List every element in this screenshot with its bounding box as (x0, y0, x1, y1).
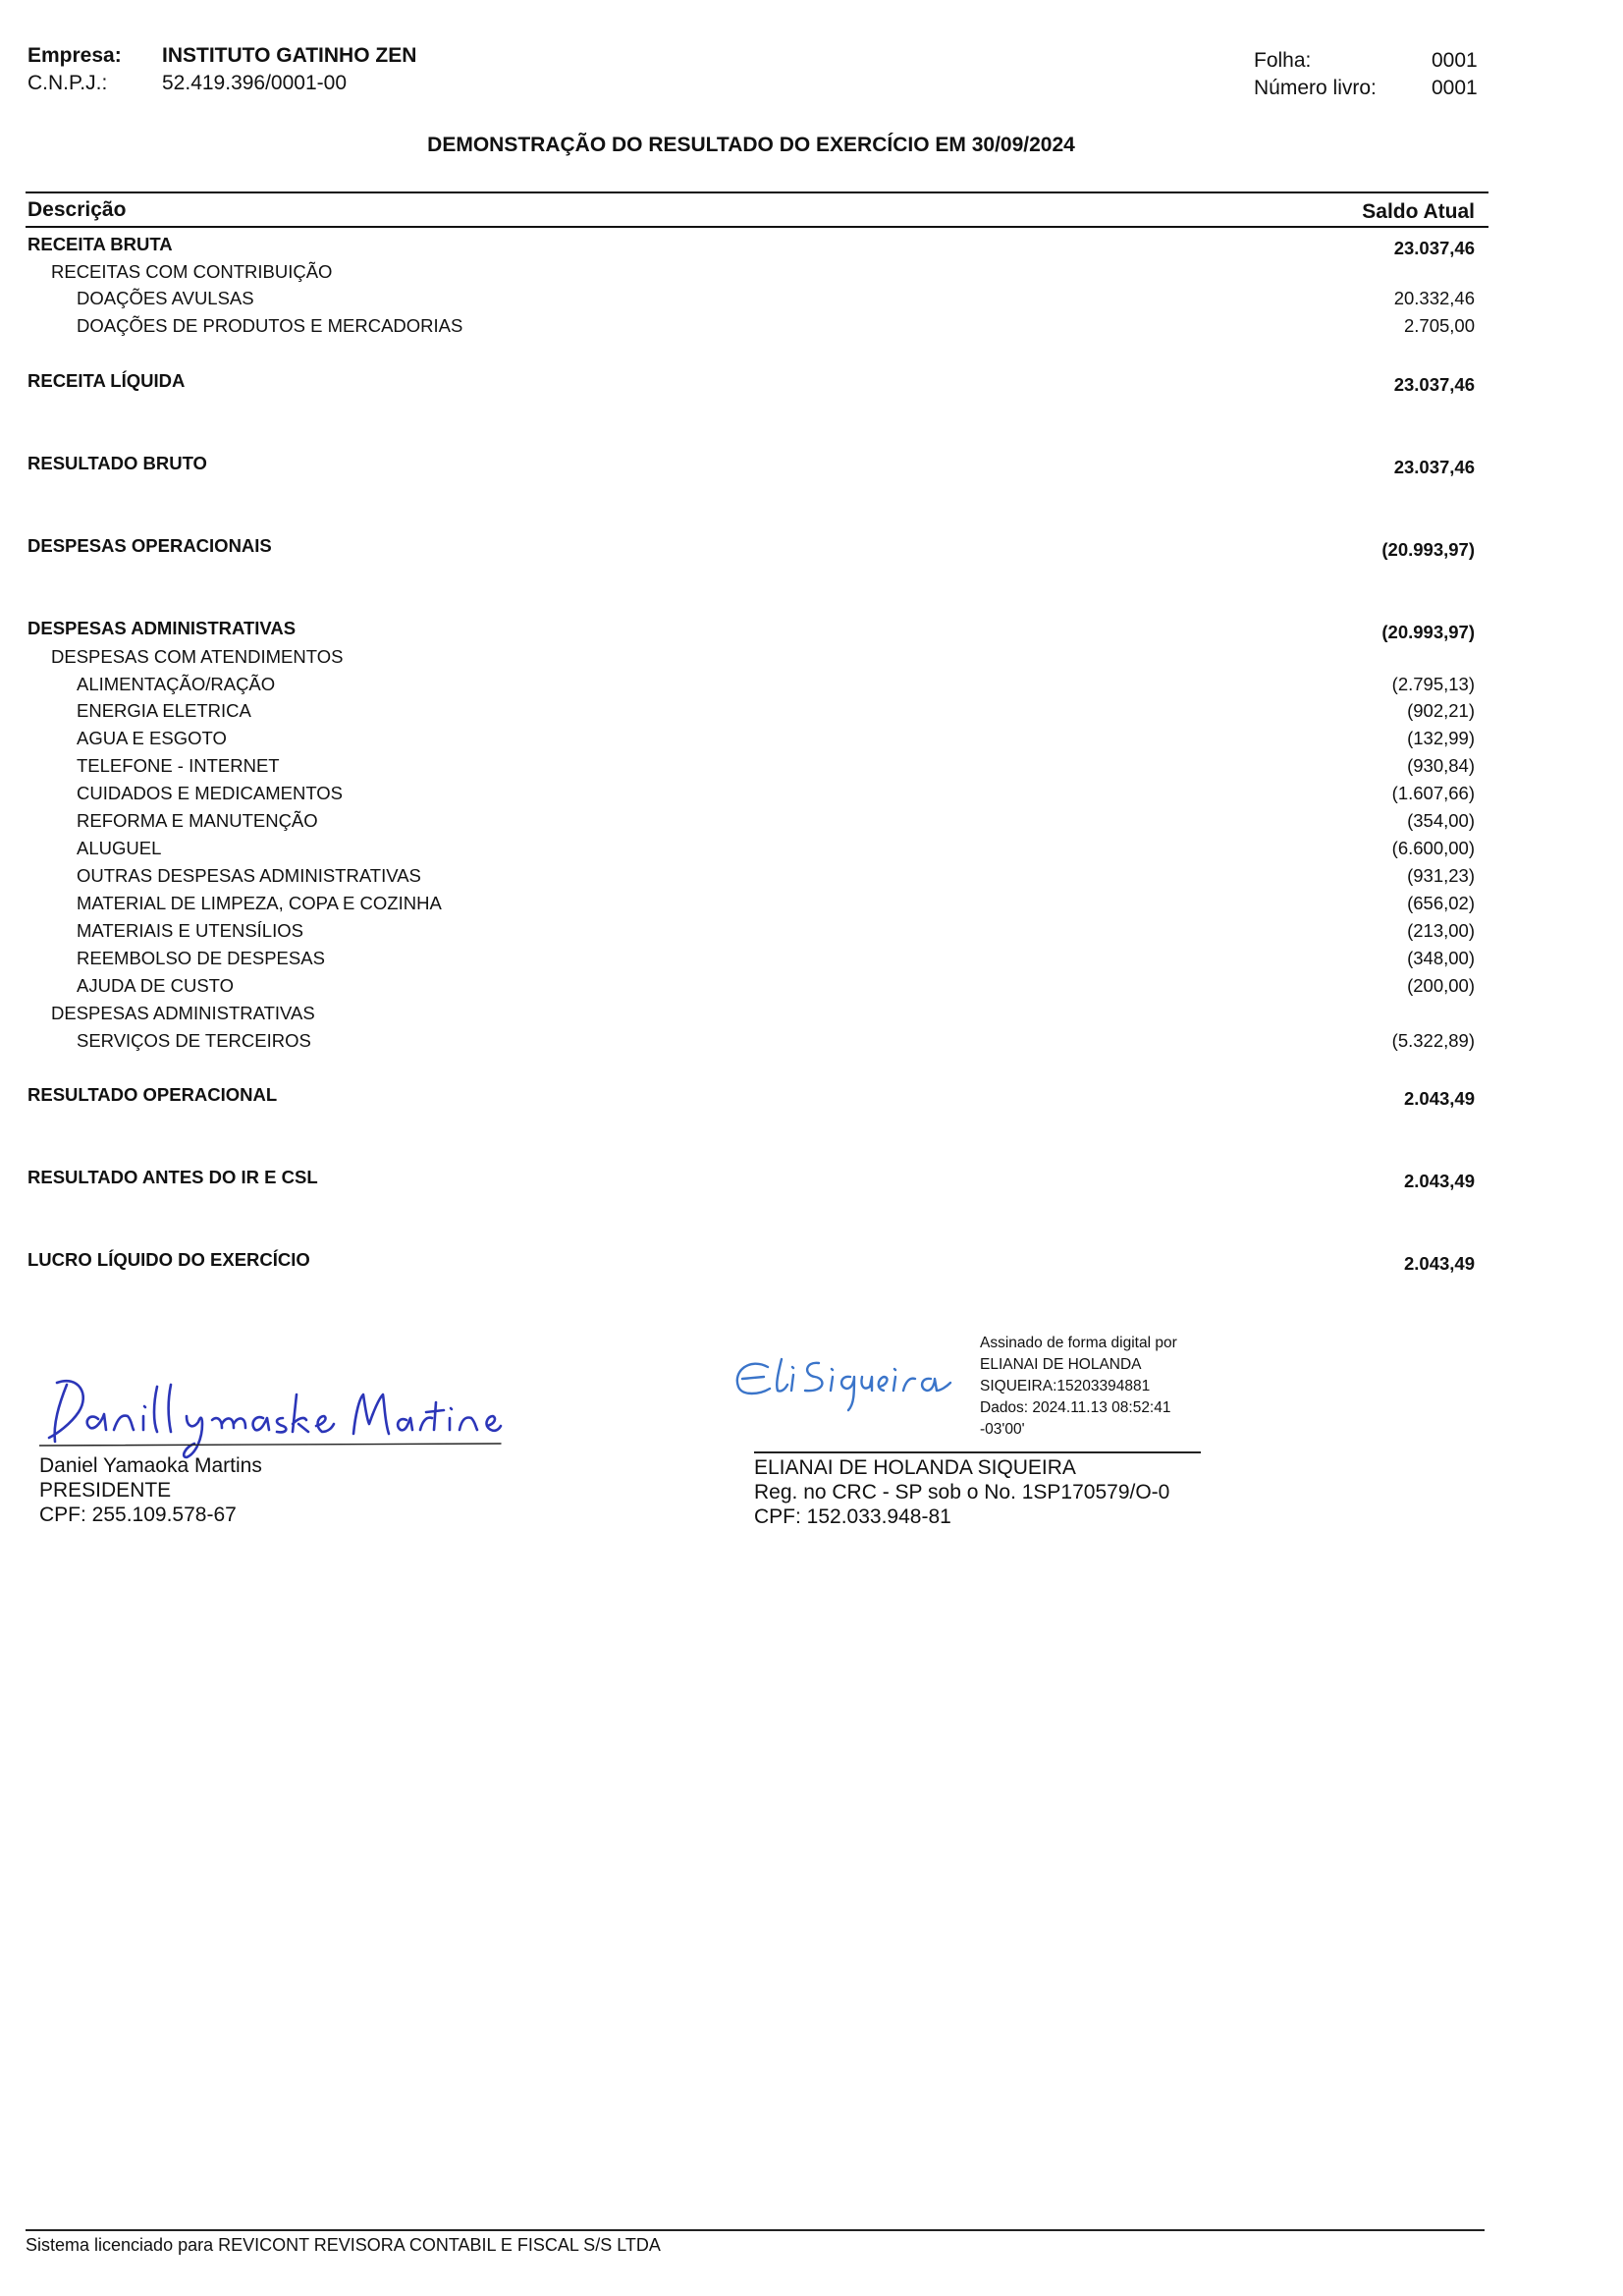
table-row-total (26, 370, 1475, 394)
table-row-total (26, 535, 1475, 559)
row-balance: (348,00) (1407, 948, 1475, 968)
row-description: LUCRO LÍQUIDO DO EXERCÍCIO (27, 1249, 310, 1270)
row-description: DOAÇÕES DE PRODUTOS E MERCADORIAS (77, 315, 463, 336)
row-balance: 20.332,46 (1393, 288, 1475, 308)
row-description: MATERIAIS E UTENSÍLIOS (77, 920, 303, 941)
row-description: AJUDA DE CUSTO (77, 975, 235, 996)
row-description: RESULTADO ANTES DO IR E CSL (27, 1167, 318, 1187)
signer-right-registration: Reg. no CRC - SP sob o No. 1SP170579/O-0 (754, 1481, 1170, 1503)
table-row (26, 315, 1475, 339)
signature-elianai (727, 1345, 972, 1424)
row-description: RESULTADO OPERACIONAL (27, 1084, 278, 1105)
row-description: REEMBOLSO DE DESPESAS (77, 948, 325, 968)
row-balance: 2.043,49 (1403, 1088, 1475, 1109)
signer-left-cpf: CPF: 255.109.578-67 (39, 1503, 237, 1526)
table-row-total (26, 1084, 1475, 1108)
row-balance: (132,99) (1407, 728, 1475, 748)
signer-right-name: ELIANAI DE HOLANDA SIQUEIRA (754, 1456, 1076, 1479)
row-description: DESPESAS ADMINISTRATIVAS (51, 1003, 315, 1023)
row-description: RESULTADO BRUTO (27, 453, 207, 473)
signer-left-name: Daniel Yamaoka Martins (39, 1454, 262, 1477)
table-row (26, 893, 1475, 916)
table-row-total (26, 453, 1475, 476)
row-balance: (20.993,97) (1381, 622, 1475, 642)
table-row (26, 810, 1475, 834)
row-description: TELEFONE - INTERNET (77, 755, 280, 776)
row-description: RECEITA LÍQUIDA (27, 370, 186, 391)
company-name: INSTITUTO GATINHO ZEN (162, 44, 417, 67)
row-description: MATERIAL DE LIMPEZA, COPA E COZINHA (77, 893, 442, 913)
row-description: RECEITAS COM CONTRIBUIÇÃO (51, 261, 333, 282)
signer-left-role: PRESIDENTE (39, 1479, 172, 1502)
table-row-group (26, 261, 1475, 285)
table-top-rule (26, 191, 1488, 193)
table-row (26, 838, 1475, 861)
signature-daniel (39, 1365, 511, 1463)
row-description: DESPESAS COM ATENDIMENTOS (51, 646, 344, 667)
table-row (26, 728, 1475, 751)
company-label: Empresa: (27, 44, 122, 67)
row-description: ALIMENTAÇÃO/RAÇÃO (77, 674, 276, 694)
cnpj-label: C.N.P.J.: (27, 72, 108, 94)
row-description: RECEITA BRUTA (27, 234, 173, 254)
row-balance: (656,02) (1407, 893, 1475, 913)
row-description: CUIDADOS E MEDICAMENTOS (77, 783, 344, 803)
table-header-rule (26, 226, 1488, 228)
table-row-group (26, 646, 1475, 670)
row-balance: (5.322,89) (1391, 1030, 1475, 1051)
row-description: DOAÇÕES AVULSAS (77, 288, 254, 308)
col-header-description: Descrição (27, 198, 127, 221)
sheet-number: 0001 (1432, 49, 1478, 72)
row-description: ENERGIA ELETRICA (77, 700, 251, 721)
digital-signature-line-5: -03'00' (980, 1421, 1025, 1438)
book-label: Número livro: (1254, 77, 1377, 99)
row-balance: 2.705,00 (1403, 315, 1475, 336)
row-balance: 23.037,46 (1393, 374, 1475, 395)
table-row (26, 948, 1475, 971)
table-row-total (26, 1249, 1475, 1273)
table-row (26, 783, 1475, 806)
table-row (26, 975, 1475, 999)
signer-right-cpf: CPF: 152.033.948-81 (754, 1505, 951, 1528)
row-balance: (20.993,97) (1381, 539, 1475, 560)
row-balance: 23.037,46 (1393, 238, 1475, 258)
table-row (26, 700, 1475, 724)
table-row (26, 920, 1475, 944)
table-row-total (26, 234, 1475, 257)
cnpj-value: 52.419.396/0001-00 (162, 72, 348, 94)
digital-signature-line-3: SIQUEIRA:15203394881 (980, 1378, 1151, 1394)
row-description: DESPESAS OPERACIONAIS (27, 535, 272, 556)
row-balance: 2.043,49 (1403, 1253, 1475, 1274)
row-balance: (213,00) (1407, 920, 1475, 941)
row-balance: (2.795,13) (1391, 674, 1475, 694)
row-balance: (930,84) (1407, 755, 1475, 776)
row-balance: 23.037,46 (1393, 457, 1475, 477)
document-title: DEMONSTRAÇÃO DO RESULTADO DO EXERCÍCIO EM 30/09/2024 (427, 134, 1075, 156)
row-description: DESPESAS ADMINISTRATIVAS (27, 618, 297, 638)
footer-rule (26, 2229, 1485, 2231)
row-description: OUTRAS DESPESAS ADMINISTRATIVAS (77, 865, 421, 886)
table-row-total (26, 1167, 1475, 1190)
signature-right-line (754, 1451, 1201, 1453)
table-row-total (26, 618, 1475, 641)
table-row (26, 865, 1475, 889)
row-balance: (6.600,00) (1391, 838, 1475, 858)
digital-signature-line-2: ELIANAI DE HOLANDA (980, 1356, 1142, 1373)
digital-signature-line-4: Dados: 2024.11.13 08:52:41 (980, 1399, 1171, 1416)
row-balance: (354,00) (1407, 810, 1475, 831)
col-header-balance: Saldo Atual (1362, 200, 1475, 223)
table-row (26, 288, 1475, 311)
row-description: ALUGUEL (77, 838, 162, 858)
row-balance: (200,00) (1407, 975, 1475, 996)
digital-signature-line-1: Assinado de forma digital por (980, 1335, 1177, 1351)
row-balance: 2.043,49 (1403, 1171, 1475, 1191)
table-row (26, 1030, 1475, 1054)
row-description: SERVIÇOS DE TERCEIROS (77, 1030, 311, 1051)
row-description: AGUA E ESGOTO (77, 728, 227, 748)
row-balance: (1.607,66) (1391, 783, 1475, 803)
row-description: REFORMA E MANUTENÇÃO (77, 810, 318, 831)
row-balance: (931,23) (1407, 865, 1475, 886)
table-row-group (26, 1003, 1475, 1026)
book-number: 0001 (1432, 77, 1478, 99)
footer-license: Sistema licenciado para REVICONT REVISORA CONTABIL E FISCAL S/S LTDA (26, 2235, 661, 2255)
table-row (26, 755, 1475, 779)
sheet-label: Folha: (1254, 49, 1312, 72)
table-row (26, 674, 1475, 697)
row-balance: (902,21) (1407, 700, 1475, 721)
